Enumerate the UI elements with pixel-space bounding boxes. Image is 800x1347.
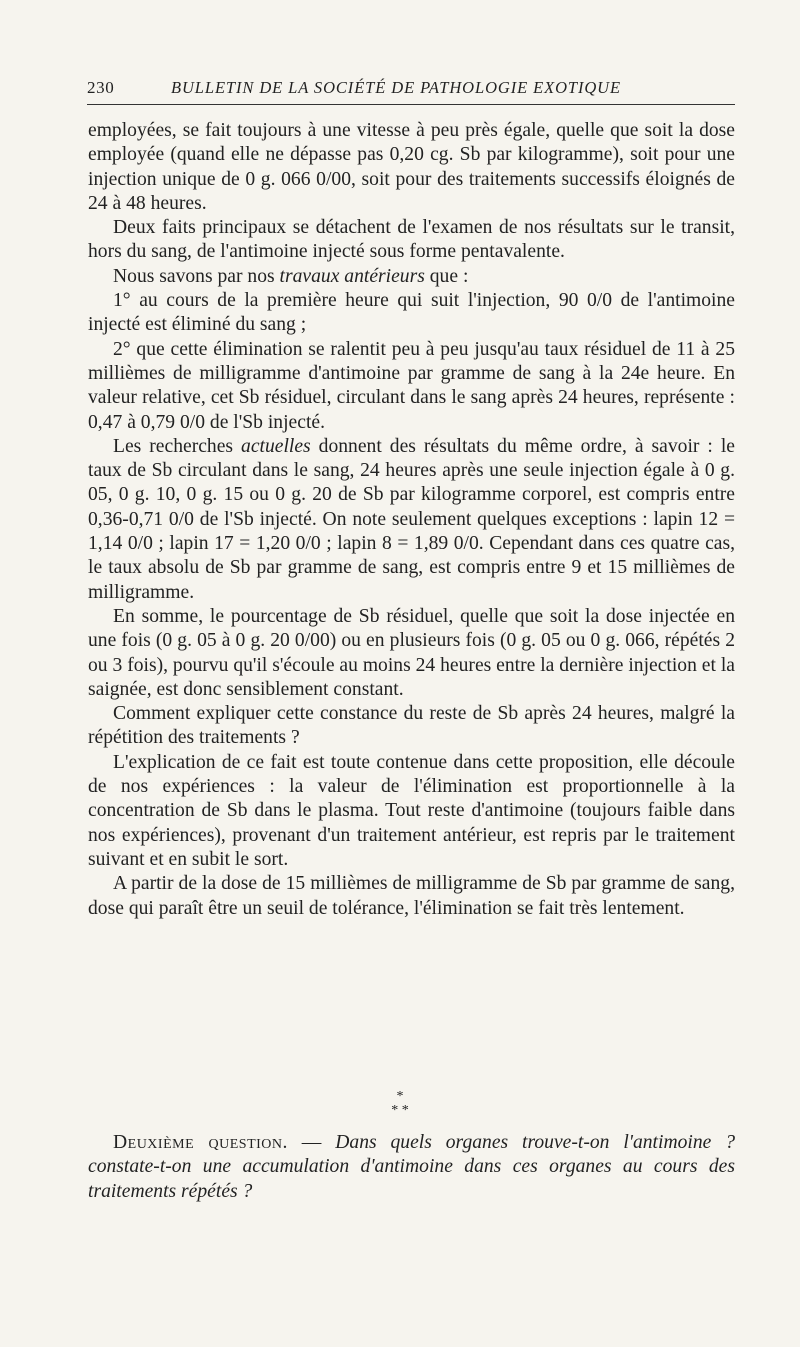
separator-bottom: * * xyxy=(391,1103,409,1118)
running-title: BULLETIN DE LA SOCIÉTÉ DE PATHOLOGIE EXOTIQUE xyxy=(171,78,621,97)
section-question xyxy=(88,1131,735,1204)
header-rule xyxy=(87,104,735,105)
section-separator xyxy=(380,1090,420,1118)
paragraph-emphasis: travaux antérieurs xyxy=(279,265,425,287)
paragraph: A partir de la dose de 15 millièmes de milligramme de Sb par gramme de sang, dose qui paraît être un seuil de tolérance, l'élimination se fait très lentement. xyxy=(88,873,735,919)
paragraph-emphasis: actuelles xyxy=(241,435,311,457)
paragraph: employées, se fait toujours à une vitesse à peu près égale, quelle que soit la dose employée (quand elle ne dépasse pas 0,20 cg. Sb par kilogramme), soit pour une injection unique de 0 g. 066 0/00, soit pour des traitements successifs éloignés de 24 à 48 heures. xyxy=(88,120,735,214)
paragraph-text: que : xyxy=(424,265,469,287)
paragraph-text: donnent des résultats du même ordre, à savoir : le taux de Sb circulant dans le sang, 24 heures après une seule injection égale à 0 g. 05, 0 g. 10, 0 g. 15 ou 0 g. 20 de Sb par kilogramme corporel, est compris entre 0,36-0,71 0/0 de l'Sb injecté. On note seulement quelques exceptions : lapin 12 = 1,14 0/0 ; lapin 17 = 1,20 0/0 ; lapin 8 = 1,89 0/0. Cependant dans ces quatre cas, le taux absolu de Sb par gramme de sang, est compris entre 9 et 15 millièmes de milligramme. xyxy=(88,435,735,603)
question-label: Deuxième question. xyxy=(113,1132,288,1153)
paragraph xyxy=(88,265,735,289)
paragraph: Deux faits principaux se détachent de l'examen de nos résultats sur le transit, hors du sang, de l'antimoine injecté sous forme pentavalente. xyxy=(88,217,735,263)
paragraph-text: Les recherches xyxy=(113,435,242,457)
page-number: 230 xyxy=(87,78,115,97)
paragraph: 1° au cours de la première heure qui suit l'injection, 90 0/0 de l'antimoine injecté est éliminé du sang ; xyxy=(88,290,735,336)
paragraph xyxy=(88,435,735,605)
question-text: Dans quels organes trouve-t-on l'antimoine ? constate-t-on une accumulation d'antimoine dans ces organes au cours des traitements répétés ? xyxy=(88,1132,735,1202)
question-dash: — xyxy=(287,1132,336,1153)
body-text xyxy=(88,119,735,921)
paragraph: L'explication de ce fait est toute contenue dans cette proposition, elle découle de nos expériences : la valeur de l'élimination est proportionnelle à la concentration de Sb dans le plasma. Tout reste d'antimoine (toujours faible dans nos expériences), provenant d'un traitement antérieur, est repris par le traitement suivant et en subit le sort. xyxy=(88,751,735,870)
paragraph: En somme, le pourcentage de Sb résiduel, quelle que soit la dose injectée en une fois (0 g. 05 à 0 g. 20 0/00) ou en plusieurs fois (0 g. 05 ou 0 g. 066, répétés 2 ou 3 fois), pourvu qu'il s'écoule au moins 24 heures entre la dernière injection et la saignée, est donc sensiblement constant. xyxy=(88,605,735,700)
paragraph: 2° que cette élimination se ralentit peu à peu jusqu'au taux résiduel de 11 à 25 millièmes de milligramme d'antimoine par gramme de sang à la 24e heure. En valeur relative, cet Sb résiduel, circulant dans le sang après 24 heures, représente : 0,47 à 0,79 0/0 de l'Sb injecté. xyxy=(88,338,735,433)
paragraph-text: Nous savons par nos xyxy=(113,265,280,287)
running-header xyxy=(87,76,737,100)
paragraph: Comment expliquer cette constance du reste de Sb après 24 heures, malgré la répétition des traitements ? xyxy=(88,703,735,749)
separator-top: * xyxy=(396,1089,404,1104)
